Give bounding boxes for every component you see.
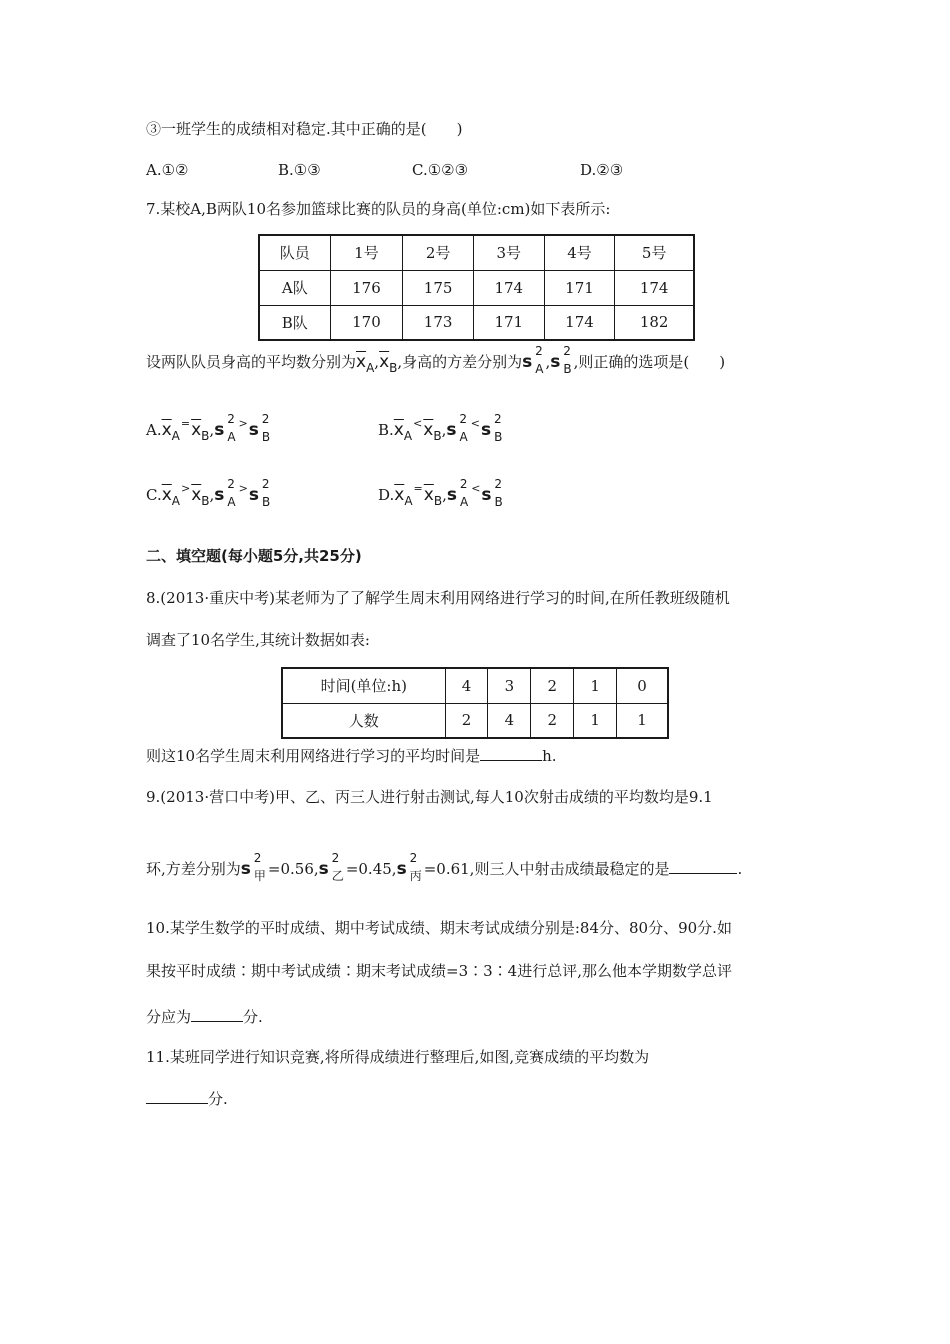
subscript-b: B [389,361,398,375]
q6-option-b: B.①③ [278,161,321,179]
subscript-yi: 乙 [331,869,344,883]
answer-blank[interactable] [191,1006,243,1022]
table-cell: 人数 [282,703,445,738]
comma: , [545,353,551,371]
variance-sa [522,344,544,379]
table-row [282,668,668,703]
table-cell: 171 [544,270,615,305]
q7-option-c [146,477,272,512]
subscript-bing: 丙 [409,869,422,883]
variance-sa [214,477,236,512]
x-symbol: $\overline{x}$ [356,352,367,372]
superscript-2: 2 [227,412,235,426]
q6-option-a: A.①② [146,161,189,179]
subscript-a: A [366,361,375,375]
variance-sa [446,477,469,512]
table-cell: 170 [330,305,403,340]
superscript-2: 2 [459,477,468,491]
subscript-b: B [261,430,271,444]
relation-1: < [413,417,423,430]
unit-text: h. [542,747,557,765]
q9-text: 环,方差分别为 [146,860,241,878]
mean-xa [394,485,412,511]
table-row [259,235,694,270]
table-cell: 时间(单位:h) [282,668,445,703]
mean-xb [191,485,209,511]
superscript-2: 2 [459,412,468,426]
q9-text: =0.45, [345,860,397,878]
variance-sa [214,412,236,447]
table-cell: 4 [488,703,531,738]
table-cell: 182 [615,305,694,340]
q7-question-text: ,身高的方差分别为 [397,353,523,371]
q8-answer-text: 则这10名学生周末利用网络进行学习的平均时间是 [146,747,481,765]
relation-2: > [238,482,248,495]
comma: , [441,421,447,439]
subscript-a: A [227,430,236,444]
q8-line-2: 调查了10名学生,其统计数据如表: [146,631,370,649]
variance-s-yi [318,851,344,886]
x-symbol: $\overline{x}$ [394,485,405,505]
subscript-a: A [227,495,236,509]
s-symbol: s [481,485,492,505]
superscript-2: 2 [331,851,340,865]
table-cell: 2 [445,703,488,738]
q7-question [146,344,726,379]
relation-2: < [471,482,481,495]
s-symbol: s [480,420,492,440]
section-title: 二、填空题(每小题5分,共25分) [146,547,362,565]
subscript-b: B [494,495,503,509]
q7-option-a [146,412,272,447]
relation-2: < [470,417,480,430]
q6-option-c: C.①②③ [412,161,469,179]
variance-sb [248,477,271,512]
superscript-2: 2 [227,477,235,491]
answer-blank[interactable] [480,745,542,761]
s-symbol: s [240,859,251,879]
subscript-a: A [403,429,413,443]
table-cell: 1 [574,703,617,738]
superscript-2: 2 [261,412,270,426]
option-label: B. [378,421,394,439]
superscript-2: 2 [535,344,543,358]
variance-sb [481,477,503,512]
table-cell: 2号 [403,235,474,270]
q11-line-1: 11.某班同学进行知识竞赛,将所得成绩进行整理后,如图,竞赛成绩的平均数为 [146,1048,650,1066]
q11-text: 分. [208,1090,228,1108]
x-symbol: $\overline{x}$ [191,485,202,505]
comma: , [209,486,215,504]
subscript-a: A [535,362,544,376]
superscript-2: 2 [494,477,503,491]
q9-line-1: 9.(2013·营口中考)甲、乙、丙三人进行射击测试,每人10次射击成绩的平均数均是9.1 [146,788,713,806]
q10-line-1: 10.某学生数学的平时成绩、期中考试成绩、期末考试成绩分别是:84分、80分、90分.如 [146,919,732,937]
mean-xb [379,352,397,378]
option-label: C. [146,486,162,504]
table-cell: 2 [531,703,574,738]
mean-xa [356,352,374,378]
variance-s-jia [240,851,266,886]
option-label: A. [146,421,162,439]
variance-sb [248,412,271,447]
relation-1: = [180,417,191,430]
answer-blank[interactable] [669,858,737,874]
subscript-b: B [261,495,271,509]
s-symbol: s [248,420,259,440]
relation-1: = [413,482,423,495]
s-symbol: s [446,420,457,440]
s-symbol: s [248,485,259,505]
subscript-b: B [494,430,503,444]
table-cell: 175 [403,270,474,305]
subscript-b: B [201,494,210,508]
s-symbol: s [522,352,533,372]
table-cell: B队 [259,305,330,340]
subscript-jia: 甲 [253,869,266,883]
table-cell: 4号 [544,235,615,270]
table-row [282,703,668,738]
q8-line-1: 8.(2013·重庆中考)某老师为了了解学生周末利用网络进行学习的时间,在所任教班级随机 [146,589,730,607]
x-symbol: $\overline{x}$ [423,485,434,505]
q7-question-text: ,则正确的选项是( ) [573,353,726,371]
q10-text: 分. [243,1008,263,1026]
mean-xb [191,420,209,446]
q9-text: . [737,860,743,878]
superscript-2: 2 [409,851,418,865]
subscript-a: A [459,430,468,444]
x-symbol: $\overline{x}$ [423,420,434,440]
relation-1: > [181,482,191,495]
comma: , [374,353,380,371]
mean-xa [162,485,180,511]
x-symbol: $\overline{x}$ [161,485,172,505]
table-cell: 队员 [259,235,330,270]
mean-xb [423,420,441,446]
s-symbol: s [446,485,457,505]
relation-2: > [238,417,248,430]
mean-xb [424,485,442,511]
subscript-b: B [433,494,443,508]
answer-blank[interactable] [146,1088,208,1104]
q7-option-b [378,412,504,447]
comma: , [209,421,215,439]
table-cell: 2 [531,668,574,703]
q8-answer-line [146,745,557,766]
q9-line-2 [146,851,743,886]
q6-statement-3: ③一班学生的成绩相对稳定.其中正确的是( ) [146,120,463,138]
q10-line-2: 果按平时成绩∶期中考试成绩∶期末考试成绩=3∶3∶4进行总评,那么他本学期数学总评 [146,962,732,980]
s-symbol: s [550,352,561,372]
q11-line-2 [146,1088,228,1109]
s-symbol: s [396,859,407,879]
table-cell: 174 [544,305,615,340]
table-row [259,270,694,305]
subscript-a: A [459,495,469,509]
mean-xa [394,420,412,446]
variance-sb [550,344,572,379]
q8-time-table [281,667,669,739]
x-symbol: $\overline{x}$ [161,420,172,440]
q10-line-3 [146,1006,263,1027]
table-cell: A队 [259,270,330,305]
subscript-a: A [171,494,180,508]
q10-text: 分应为 [146,1008,192,1026]
q7-height-table [258,234,695,341]
superscript-2: 2 [261,477,270,491]
superscript-2: 2 [493,412,502,426]
table-row [259,305,694,340]
variance-s-bing [396,851,422,886]
table-cell: 1 [574,668,617,703]
x-symbol: $\overline{x}$ [191,420,202,440]
subscript-b: B [433,429,442,443]
table-cell: 3号 [473,235,544,270]
s-symbol: s [318,859,329,879]
table-cell: 173 [403,305,474,340]
x-symbol: $\overline{x}$ [393,420,404,440]
table-cell: 174 [473,270,544,305]
table-cell: 171 [473,305,544,340]
variance-sb [480,412,503,447]
table-cell: 1 [617,703,668,738]
table-cell: 0 [617,668,668,703]
subscript-b: B [563,362,572,376]
variance-sa [446,412,468,447]
q7-option-d [378,477,505,512]
subscript-b: B [201,429,210,443]
subscript-a: A [171,429,180,443]
x-symbol: $\overline{x}$ [379,352,390,372]
mean-xa [162,420,180,446]
superscript-2: 2 [563,344,571,358]
subscript-a: A [404,494,413,508]
superscript-2: 2 [253,851,262,865]
table-cell: 4 [445,668,488,703]
q9-text: =0.61,则三人中射击成绩最稳定的是 [423,860,670,878]
q6-option-d: D.②③ [580,161,624,179]
table-cell: 3 [488,668,531,703]
q7-question-text: 设两队队员身高的平均数分别为 [146,353,357,371]
table-cell: 174 [615,270,694,305]
q9-text: =0.56, [267,860,319,878]
option-label: D. [378,486,395,504]
table-cell: 5号 [615,235,694,270]
table-cell: 1号 [330,235,403,270]
q7-stem: 7.某校A,B两队10名参加篮球比赛的队员的身高(单位:cm)如下表所示: [146,200,611,218]
table-cell: 176 [330,270,403,305]
s-symbol: s [214,485,225,505]
comma: , [442,486,447,504]
s-symbol: s [214,420,225,440]
